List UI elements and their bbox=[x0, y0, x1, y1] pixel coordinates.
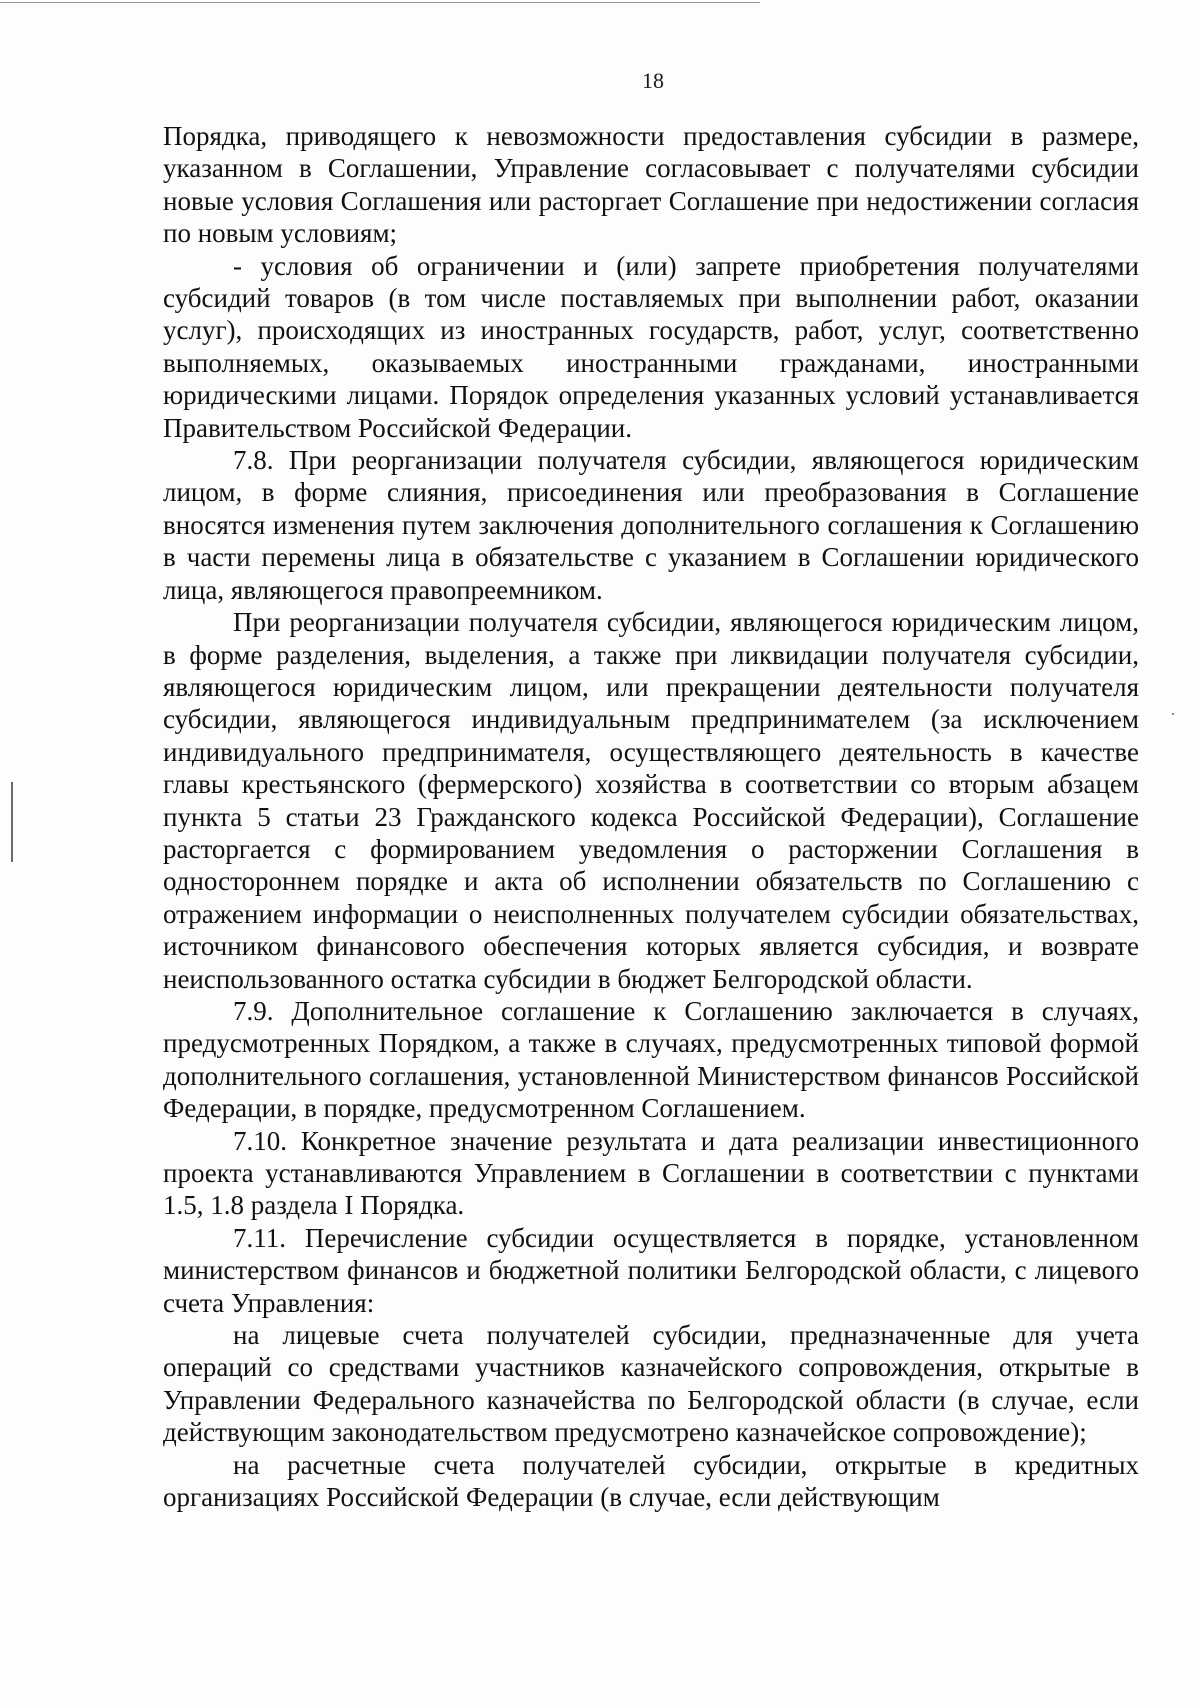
paragraph-7-11: 7.11. Перечисление субсидии осуществляется в порядке, установленном министерством финансов и бюджетной политики Белгородской области, с лицевого счета Управления: bbox=[163, 1222, 1139, 1318]
page-number: 18 bbox=[642, 68, 664, 93]
paragraph-treasury-accounts: на лицевые счета получателей субсидии, предназначенные для учета операций со средствами участников казначейского сопровождения, открытые в Управлении Федерального казначейства по Белгородской области (в случае, если действующим законодательством предусмотрено казначейское сопровождение); bbox=[163, 1320, 1139, 1448]
scan-margin-mark bbox=[11, 782, 13, 862]
paragraph-7-8: 7.8. При реорганизации получателя субсидии, являющегося юридическим лицом, в форме слияния, присоединения или преобразования в Соглашение вносятся изменения путем заключения дополнительного соглашения к Соглашению в части перемены лица в обязательстве с указанием в Соглашении юридического лица, являющегося правопреемником. bbox=[163, 445, 1139, 605]
paragraph-7-10: 7.10. Конкретное значение результата и дата реализации инвестиционного проекта устанавливаются Управлением в Соглашении в соответствии с пунктами 1.5, 1.8 раздела I Порядка. bbox=[163, 1125, 1139, 1221]
paragraph-reorganization-termination: При реорганизации получателя субсидии, являющегося юридическим лицом, в форме разделения, выделения, а также при ликвидации получателя субсидии, являющегося юридическим лицом, или прекращении деятельности получателя субсидии, являющегося индивидуальным предпринимателем (за исключением индивидуального предпринимателя, осуществляющего деятельность в качестве главы крестьянского (фермерского) хозяйства в соответствии со вторым абзацем пункта 5 статьи 23 Гражданского кодекса Российской Федерации), Соглашение расторгается с формированием уведомления о расторжении Соглашения в одностороннем порядке и акта об исполнении обязательств по Соглашению с отражением информации о неисполненных получателем субсидии обязательствах, источником финансового обеспечения которых является субсидия, и возврате неиспользованного остатка субсидии в бюджет Белгородской области. bbox=[163, 607, 1139, 994]
paragraph-settlement-accounts: на расчетные счета получателей субсидии, открытые в кредитных организациях Российской Федерации (в случае, если действующим bbox=[163, 1449, 1139, 1513]
paragraph-continuation: Порядка, приводящего к невозможности предоставления субсидии в размере, указанном в Соглашении, Управление согласовывает с получателями субсидии новые условия Соглашения или расторгает Соглашение при недостижении согласия по новым условиям; bbox=[163, 121, 1139, 249]
scan-speck bbox=[1172, 713, 1174, 715]
document-body bbox=[163, 120, 1139, 1513]
paragraph-7-9: 7.9. Дополнительное соглашение к Соглашению заключается в случаях, предусмотренных Порядком, а также в случаях, предусмотренных типовой формой дополнительного соглашения, установленной Министерством финансов Российской Федерации, в порядке, предусмотренном Соглашением. bbox=[163, 995, 1139, 1124]
scan-edge-line bbox=[0, 2, 760, 3]
paragraph-restrictions-condition: - условия об ограничении и (или) запрете приобретения получателями субсидий товаров (в том числе поставляемых при выполнении работ, оказании услуг), происходящих из иностранных государств, работ, услуг, соответственно выполняемых, оказываемых иностранными гражданами, иностранными юридическими лицами. Порядок определения указанных условий устанавливается Правительством Российской Федерации. bbox=[163, 250, 1139, 443]
